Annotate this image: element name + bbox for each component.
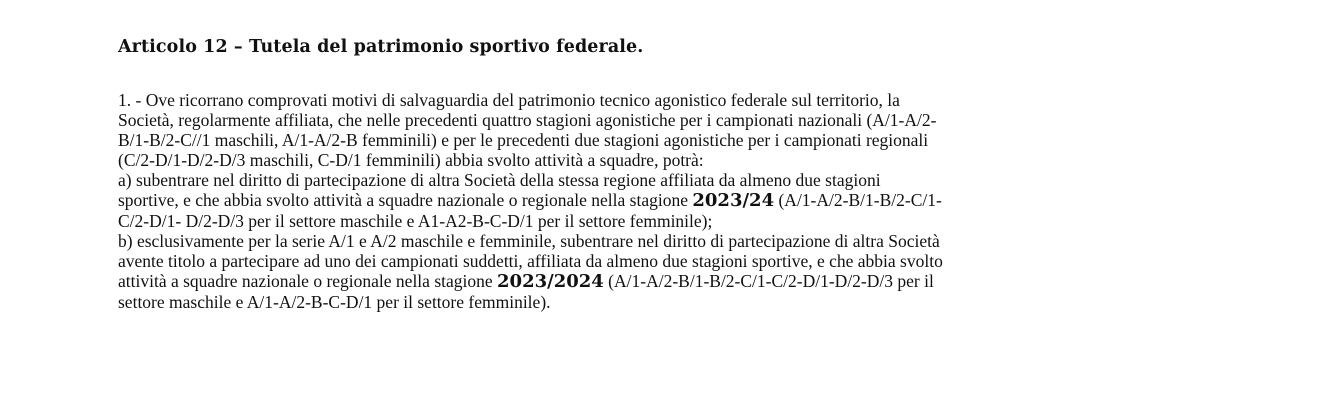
item-a-text-cont: (A/1-A/2-B/1-B/2-C/1-: [778, 190, 942, 210]
paragraph-line: 1. - Ove ricorrano comprovati motivi di salvaguardia del patrimonio tecnico agonistico federale sul territorio, la: [118, 90, 900, 110]
item-a-line: [118, 190, 1207, 211]
item-b-text: attività a squadre nazionale o regionale nella stagione: [118, 271, 493, 291]
article-title: Articolo 12 – Tutela del patrimonio sportivo federale.: [118, 37, 644, 57]
item-b-line: [118, 271, 1207, 292]
article-body: [118, 90, 1207, 312]
item-b-line: b) esclusivamente per la serie A/1 e A/2 maschile e femminile, subentrare nel diritto di partecipazione di altra Società: [118, 231, 940, 251]
item-b-line: settore maschile e A/1-A/2-B-C-D/1 per il settore femminile).: [118, 292, 551, 312]
season-b: 2023/2024: [497, 271, 604, 292]
item-a-line: C/2-D/1- D/2-D/3 per il settore maschile e A1-A2-B-C-D/1 per il settore femminile);: [118, 211, 713, 231]
season-a: 2023/24: [692, 190, 775, 211]
paragraph-line: (C/2-D/1-D/2-D/3 maschili, C-D/1 femminili) abbia svolto attività a squadre, potrà:: [118, 150, 704, 170]
item-a-text: sportive, e che abbia svolto attività a squadre nazionale o regionale nella stagione: [118, 190, 688, 210]
paragraph-line: B/1-B/2-C//1 maschili, A/1-A/2-B femminili) e per le precedenti due stagioni agonistiche per i campionati regionali: [118, 130, 929, 150]
item-a-line: a) subentrare nel diritto di partecipazione di altra Società della stessa regione affiliata da almeno due stagioni: [118, 170, 881, 190]
item-b-line: avente titolo a partecipare ad uno dei campionati suddetti, affiliata da almeno due stagioni sportive, e che abbia svolto: [118, 251, 943, 271]
item-b-text-cont: (A/1-A/2-B/1-B/2-C/1-C/2-D/1-D/2-D/3 per il: [608, 271, 934, 291]
paragraph-line: Società, regolarmente affiliata, che nelle precedenti quattro stagioni agonistiche per i campionati nazionali (A/1-A/2-: [118, 110, 937, 130]
